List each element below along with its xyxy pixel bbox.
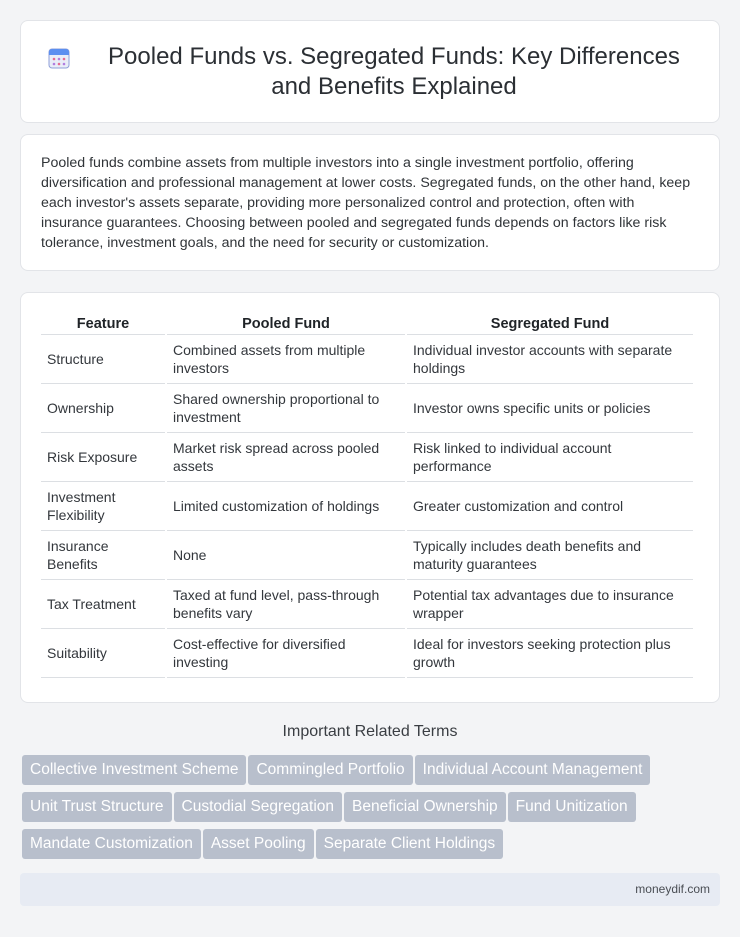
table-row [41, 384, 693, 433]
table-row [41, 335, 693, 384]
segregated-fund-cell: Potential tax advantages due to insurance wrapper [407, 580, 693, 629]
related-term-tag[interactable]: Fund Unitization [508, 792, 636, 822]
comparison-table [39, 313, 695, 678]
feature-cell: Investment Flexibility [41, 482, 165, 531]
segregated-fund-cell: Greater customization and control [407, 482, 693, 531]
pooled-fund-cell: Market risk spread across pooled assets [167, 433, 405, 482]
table-header-row [41, 313, 693, 335]
related-term-tag[interactable]: Collective Investment Scheme [22, 755, 246, 785]
feature-cell: Structure [41, 335, 165, 384]
table-row [41, 580, 693, 629]
pooled-fund-cell: Cost-effective for diversified investing [167, 629, 405, 678]
pooled-fund-cell: Taxed at fund level, pass-through benefits vary [167, 580, 405, 629]
table-row [41, 482, 693, 531]
related-term-tag[interactable]: Asset Pooling [203, 829, 314, 859]
feature-cell: Insurance Benefits [41, 531, 165, 580]
page-title: Pooled Funds vs. Segregated Funds: Key Differences and Benefits Explained [108, 42, 680, 100]
related-term-tag[interactable]: Custodial Segregation [174, 792, 343, 822]
related-terms-heading: Important Related Terms [282, 723, 458, 740]
related-term-tag[interactable]: Beneficial Ownership [344, 792, 506, 822]
column-header-segregated-fund: Segregated Fund [407, 313, 693, 335]
pooled-fund-cell: Shared ownership proportional to investment [167, 384, 405, 433]
related-term-tag[interactable]: Separate Client Holdings [316, 829, 503, 859]
feature-cell: Risk Exposure [41, 433, 165, 482]
intro-card [20, 134, 720, 271]
segregated-fund-cell: Typically includes death benefits and maturity guarantees [407, 531, 693, 580]
comparison-table-card [20, 292, 720, 703]
related-term-tag[interactable]: Mandate Customization [22, 829, 201, 859]
related-term-tag[interactable]: Unit Trust Structure [22, 792, 172, 822]
intro-paragraph: Pooled funds combine assets from multiple investors into a single investment portfolio, offering diversification and professional management at lower costs. Segregated funds, on the other hand, keep each investor's assets separate, providing more personalized control and protection, often with insurance guarantees. Choosing between pooled and segregated funds depends on factors like risk tolerance, investment goals, and the need for security or customization. [41, 155, 691, 251]
related-terms-list [22, 755, 722, 866]
segregated-fund-cell: Individual investor accounts with separate holdings [407, 335, 693, 384]
title-card [20, 20, 720, 123]
column-header-feature: Feature [41, 313, 165, 335]
segregated-fund-cell: Investor owns specific units or policies [407, 384, 693, 433]
footer-site-link[interactable]: moneydif.com [635, 882, 710, 896]
column-header-pooled-fund: Pooled Fund [167, 313, 405, 335]
feature-cell: Suitability [41, 629, 165, 678]
related-term-tag[interactable]: Commingled Portfolio [248, 755, 412, 785]
segregated-fund-cell: Risk linked to individual account performance [407, 433, 693, 482]
table-row [41, 531, 693, 580]
pooled-fund-cell: Limited customization of holdings [167, 482, 405, 531]
pooled-fund-cell: None [167, 531, 405, 580]
related-term-tag[interactable]: Individual Account Management [415, 755, 651, 785]
footer-bar [20, 873, 720, 906]
segregated-fund-cell: Ideal for investors seeking protection plus growth [407, 629, 693, 678]
feature-cell: Ownership [41, 384, 165, 433]
feature-cell: Tax Treatment [41, 580, 165, 629]
pooled-fund-cell: Combined assets from multiple investors [167, 335, 405, 384]
table-row [41, 433, 693, 482]
table-row [41, 629, 693, 678]
